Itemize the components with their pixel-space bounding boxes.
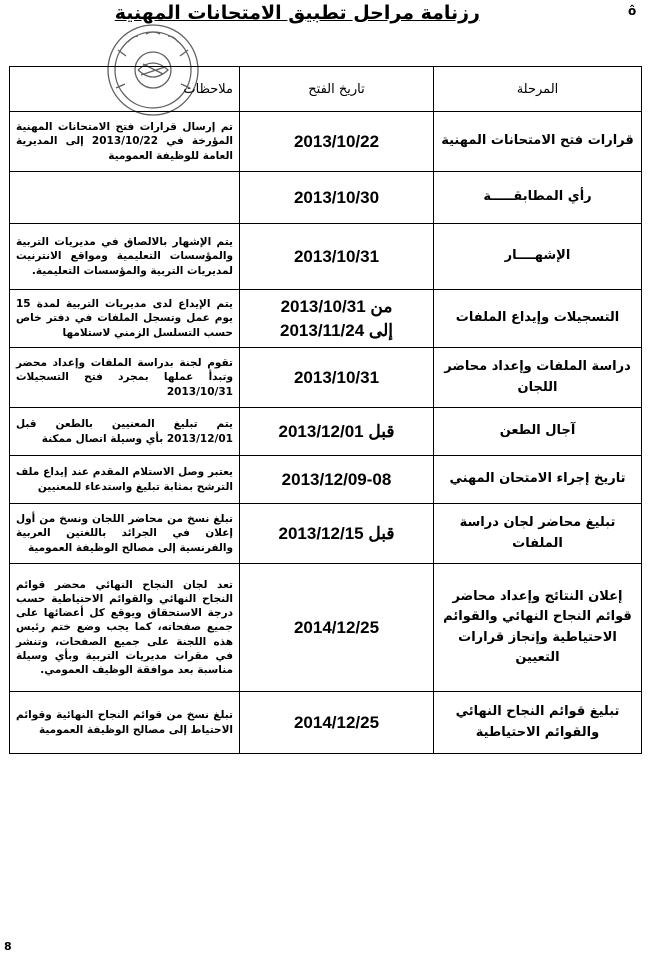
- table-row: [10, 348, 642, 408]
- date-cell: قبل 2013/12/15: [240, 504, 434, 564]
- table-row: [10, 692, 642, 754]
- table-row: [10, 504, 642, 564]
- date-cell: 2013/10/31: [240, 224, 434, 290]
- date-cell: [240, 290, 434, 348]
- table-row: [10, 456, 642, 504]
- date-cell: 2013/10/30: [240, 172, 434, 224]
- table-row: [10, 290, 642, 348]
- header-notes: ملاحظات: [10, 67, 240, 112]
- stage-cell: الإشهــــار: [434, 224, 642, 290]
- header-date: تاريخ الفتح: [240, 67, 434, 112]
- notes-cell: تم إرسال قرارات فتح الامتحانات المهنية المؤرخة في 2013/10/22 إلى المديرية العامة للوظيفة العمومية: [10, 112, 240, 172]
- stage-cell: دراسة الملفات وإعداد محاضر اللجان: [434, 348, 642, 408]
- page-title: رزنامة مراحل تطبيق الامتحانات المهنية: [114, 2, 480, 24]
- table-row: [10, 408, 642, 456]
- notes-cell: يعتبر وصل الاستلام المقدم عند إيداع ملف الترشح بمثابة تبليغ واستدعاء للمعنيين: [10, 456, 240, 504]
- date-cell: 2013/12/09-08: [240, 456, 434, 504]
- notes-cell: يتم الإشهار بالالصاق في مديريات التربية والمؤسسات التعليمية ومواقع الانترنيت لمديريات التربية والمؤسسات التعليمية.: [10, 224, 240, 290]
- stage-cell: تاريخ إجراء الامتحان المهني: [434, 456, 642, 504]
- page-number: 8: [4, 940, 12, 953]
- date-from: من 2013/10/31: [280, 296, 393, 316]
- notes-cell: تقوم لجنة بدراسة الملفات وإعداد محضر وتبدأ عملها بمجرد فتح التسجيلات 2013/10/31: [10, 348, 240, 408]
- date-to: إلى 2013/11/24: [280, 320, 393, 340]
- date-cell: 2014/12/25: [240, 692, 434, 754]
- notes-cell: تبلغ نسخ من محاضر اللجان ونسخ من أول إعلان في الجرائد باللغتين العربية والفرنسية إلى مصالح الوظيفة العمومية: [10, 504, 240, 564]
- notes-cell: يتم الإيداع لدى مديريات التربية لمدة 15 يوم عمل وتسجل الملفات في دفتر خاص حسب التسلسل الزمني لاستلامها: [10, 290, 240, 348]
- schedule-table: [9, 66, 642, 754]
- table-row: [10, 172, 642, 224]
- notes-cell: [10, 172, 240, 224]
- table-row: [10, 224, 642, 290]
- date-cell: 2013/10/31: [240, 348, 434, 408]
- header-stage: المرحلة: [434, 67, 642, 112]
- stage-cell: التسجيلات وإيداع الملفات: [434, 290, 642, 348]
- table-header-row: [10, 67, 642, 112]
- stage-cell: تبليغ محاضر لجان دراسة الملفات: [434, 504, 642, 564]
- notes-cell: تبلغ نسخ من قوائم النجاح النهائية وقوائم الاحتياط إلى مصالح الوظيفة العمومية: [10, 692, 240, 754]
- date-cell: قبل 2013/12/01: [240, 408, 434, 456]
- stage-cell: رأي المطابقـــــة: [434, 172, 642, 224]
- notes-cell: يتم تبليغ المعنيين بالطعن قبل 2013/12/01 بأي وسيلة اتصال ممكنة: [10, 408, 240, 456]
- stage-cell: قرارات فتح الامتحانات المهنية: [434, 112, 642, 172]
- date-cell: 2014/12/25: [240, 564, 434, 692]
- corner-mark: ô: [628, 4, 637, 18]
- stage-cell: آجال الطعن: [434, 408, 642, 456]
- table-row: [10, 112, 642, 172]
- table-row: [10, 564, 642, 692]
- date-cell: 2013/10/22: [240, 112, 434, 172]
- stage-cell: تبليغ قوائم النجاح النهائي والقوائم الاحتياطية: [434, 692, 642, 754]
- stage-cell: إعلان النتائج وإعداد محاضر قوائم النجاح النهائي والقوائم الاحتياطية وإنجاز قرارات التعيين: [434, 564, 642, 692]
- notes-cell: تعد لجان النجاح النهائي محضر قوائم النجاح النهائي والقوائم الاحتياطية حسب درجة الاستحقاق ويوقع كل أعضائها على جميع صفحاته، كما يجب وضع ختم رئيس هذه اللجنة على جميع الصفحات، وتنشر في مقرات مديريات التربية وبأي وسيلة مناسبة بعد موافقة الوظيف العمومي.: [10, 564, 240, 692]
